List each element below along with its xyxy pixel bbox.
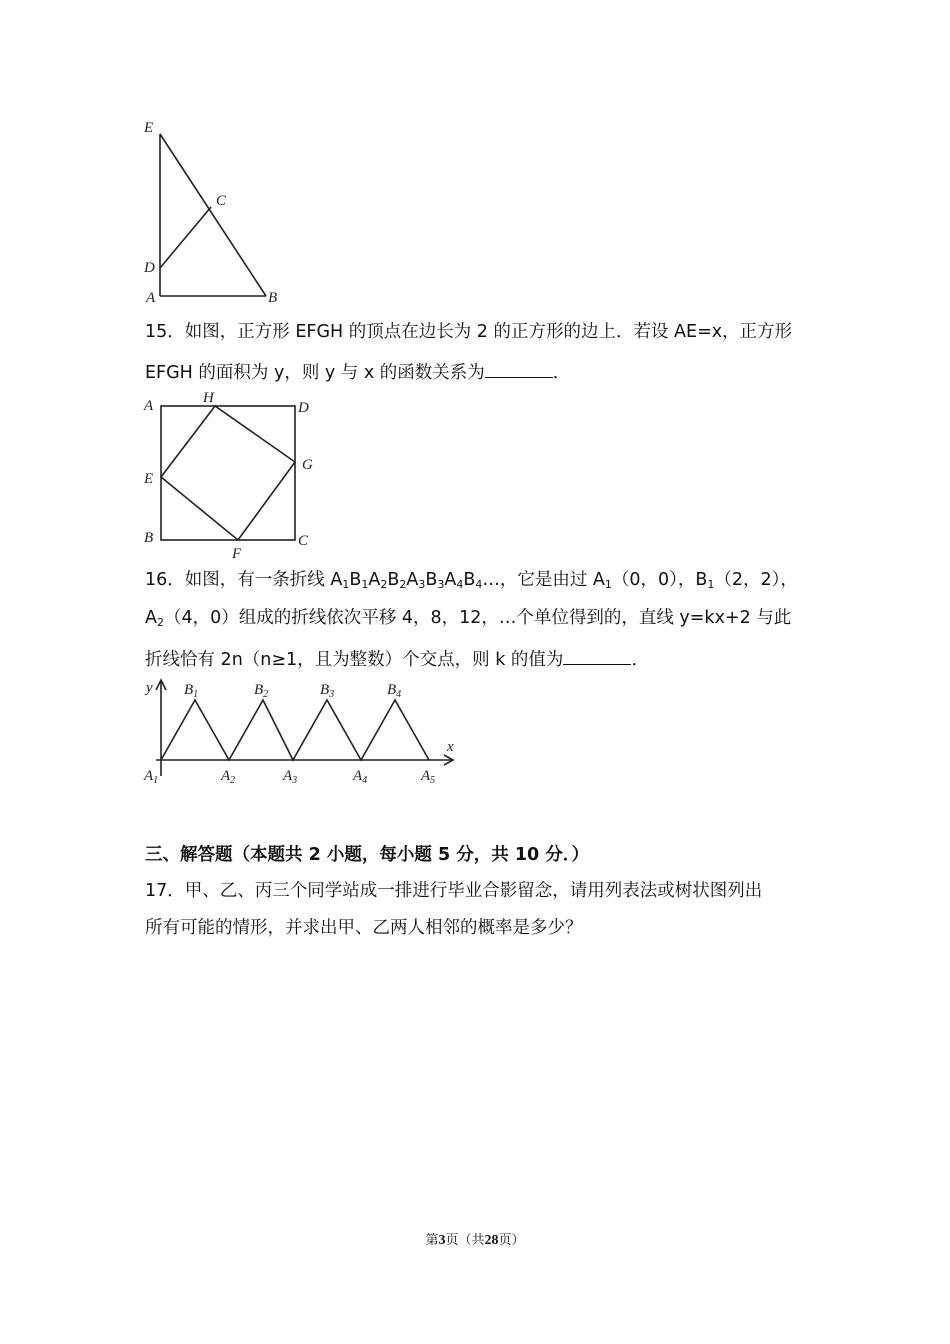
q16-text: B bbox=[463, 570, 476, 590]
q16-text-3-end: ． bbox=[631, 650, 649, 670]
label-B: B bbox=[144, 530, 154, 546]
subscript: 1 bbox=[707, 578, 715, 591]
q16-line-2 bbox=[145, 610, 791, 628]
q16-text: B bbox=[425, 570, 438, 590]
subscript: 4 bbox=[475, 578, 483, 591]
label-E: E bbox=[144, 120, 154, 136]
q16-text: B bbox=[387, 570, 400, 590]
q17-text-1: 17．甲、乙、丙三个同学站成一排进行毕业合影留念，请用列表法或树状图列出 bbox=[145, 881, 763, 901]
answer-blank-16[interactable] bbox=[563, 648, 631, 665]
q16-text: A bbox=[145, 608, 157, 628]
label-base-A2: $A_2$ bbox=[221, 768, 236, 786]
q16-text: （2，2）， bbox=[714, 570, 798, 590]
section-3-title-text: 三、解答题（本题共 2 小题，每小题 5 分，共 10 分．） bbox=[145, 845, 590, 865]
q15-text-2-end: ． bbox=[552, 363, 571, 383]
x-axis-label: x bbox=[447, 739, 454, 755]
subscript: 3 bbox=[418, 578, 426, 591]
y-axis-label: y bbox=[146, 680, 153, 696]
label-peak-B2: $B_2$ bbox=[254, 682, 269, 700]
label-H: H bbox=[203, 390, 214, 406]
q17-text-2: 所有可能的情形，并求出甲、乙两人相邻的概率是多少？ bbox=[145, 918, 583, 938]
label-D: D bbox=[144, 260, 155, 276]
subscript: 1 bbox=[342, 578, 350, 591]
q16-text-3: 折线恰有 2n（n≥1，且为整数）个交点，则 k 的值为 bbox=[145, 650, 564, 670]
label-base-A5: $A_5$ bbox=[421, 768, 436, 786]
label-F: F bbox=[232, 546, 242, 562]
subscript: 2 bbox=[156, 616, 164, 629]
label-A: A bbox=[144, 398, 154, 414]
segment-EB bbox=[160, 134, 266, 296]
inner-square-EFGH bbox=[161, 406, 295, 540]
q16-text: B bbox=[349, 570, 362, 590]
answer-blank-15[interactable] bbox=[485, 361, 553, 378]
q16-text: A bbox=[444, 570, 457, 590]
label-C: C bbox=[298, 533, 309, 549]
label-C: C bbox=[216, 193, 227, 209]
label-D: D bbox=[298, 400, 309, 416]
label-base-A1: $A_1$ bbox=[144, 768, 159, 786]
page-footer bbox=[0, 1229, 950, 1249]
label-B: B bbox=[268, 290, 278, 306]
label-peak-B3: $B_3$ bbox=[320, 682, 335, 700]
figure-triangle bbox=[140, 112, 290, 312]
q16-text: （4，0）组成的折线依次平移 4，8，12，…个单位得到的，直线 y=kx+2 与此 bbox=[163, 608, 792, 628]
label-peak-B4: $B_4$ bbox=[387, 682, 402, 700]
label-base-A4: $A_4$ bbox=[353, 768, 368, 786]
label-A: A bbox=[146, 290, 156, 306]
subscript: 3 bbox=[437, 578, 445, 591]
footer-page-number: 3 bbox=[438, 1233, 446, 1248]
q15-text-1: 15．如图，正方形 EFGH 的顶点在边长为 2 的正方形的边上．若设 AE=x，正方形 bbox=[145, 322, 793, 342]
q16-line-1 bbox=[145, 572, 798, 590]
subscript: 4 bbox=[456, 578, 464, 591]
outer-square bbox=[161, 406, 295, 540]
q16-text: 16．如图，有一条折线 A bbox=[145, 570, 343, 590]
section-3-title bbox=[145, 847, 589, 865]
label-G: G bbox=[302, 457, 313, 473]
subscript: 1 bbox=[361, 578, 369, 591]
q15-line-1 bbox=[145, 324, 792, 342]
figure-squares bbox=[140, 390, 330, 560]
q15-line-2 bbox=[145, 361, 570, 383]
q16-text: …，它是由过 A bbox=[482, 570, 605, 590]
footer-total-pages: 28 bbox=[484, 1233, 499, 1248]
subscript: 2 bbox=[380, 578, 388, 591]
figure-zigzag bbox=[140, 676, 470, 796]
footer-post: 页） bbox=[498, 1233, 525, 1248]
label-base-A3: $A_3$ bbox=[283, 768, 298, 786]
zigzag-polyline bbox=[161, 700, 429, 760]
subscript: 1 bbox=[604, 578, 612, 591]
q17-line-2 bbox=[145, 920, 583, 938]
q17-line-1 bbox=[145, 883, 762, 901]
q16-text: A bbox=[406, 570, 419, 590]
label-peak-B1: $B_1$ bbox=[184, 682, 199, 700]
q16-line-3 bbox=[145, 648, 649, 670]
q16-text: （0，0），B bbox=[611, 570, 708, 590]
footer-pre: 第 bbox=[425, 1233, 439, 1248]
q15-text-2: EFGH 的面积为 y，则 y 与 x 的函数关系为 bbox=[145, 363, 485, 383]
label-E: E bbox=[144, 471, 154, 487]
q16-text: A bbox=[368, 570, 381, 590]
subscript: 2 bbox=[399, 578, 407, 591]
footer-mid: 页（共 bbox=[445, 1233, 485, 1248]
segment-DC bbox=[160, 207, 211, 268]
